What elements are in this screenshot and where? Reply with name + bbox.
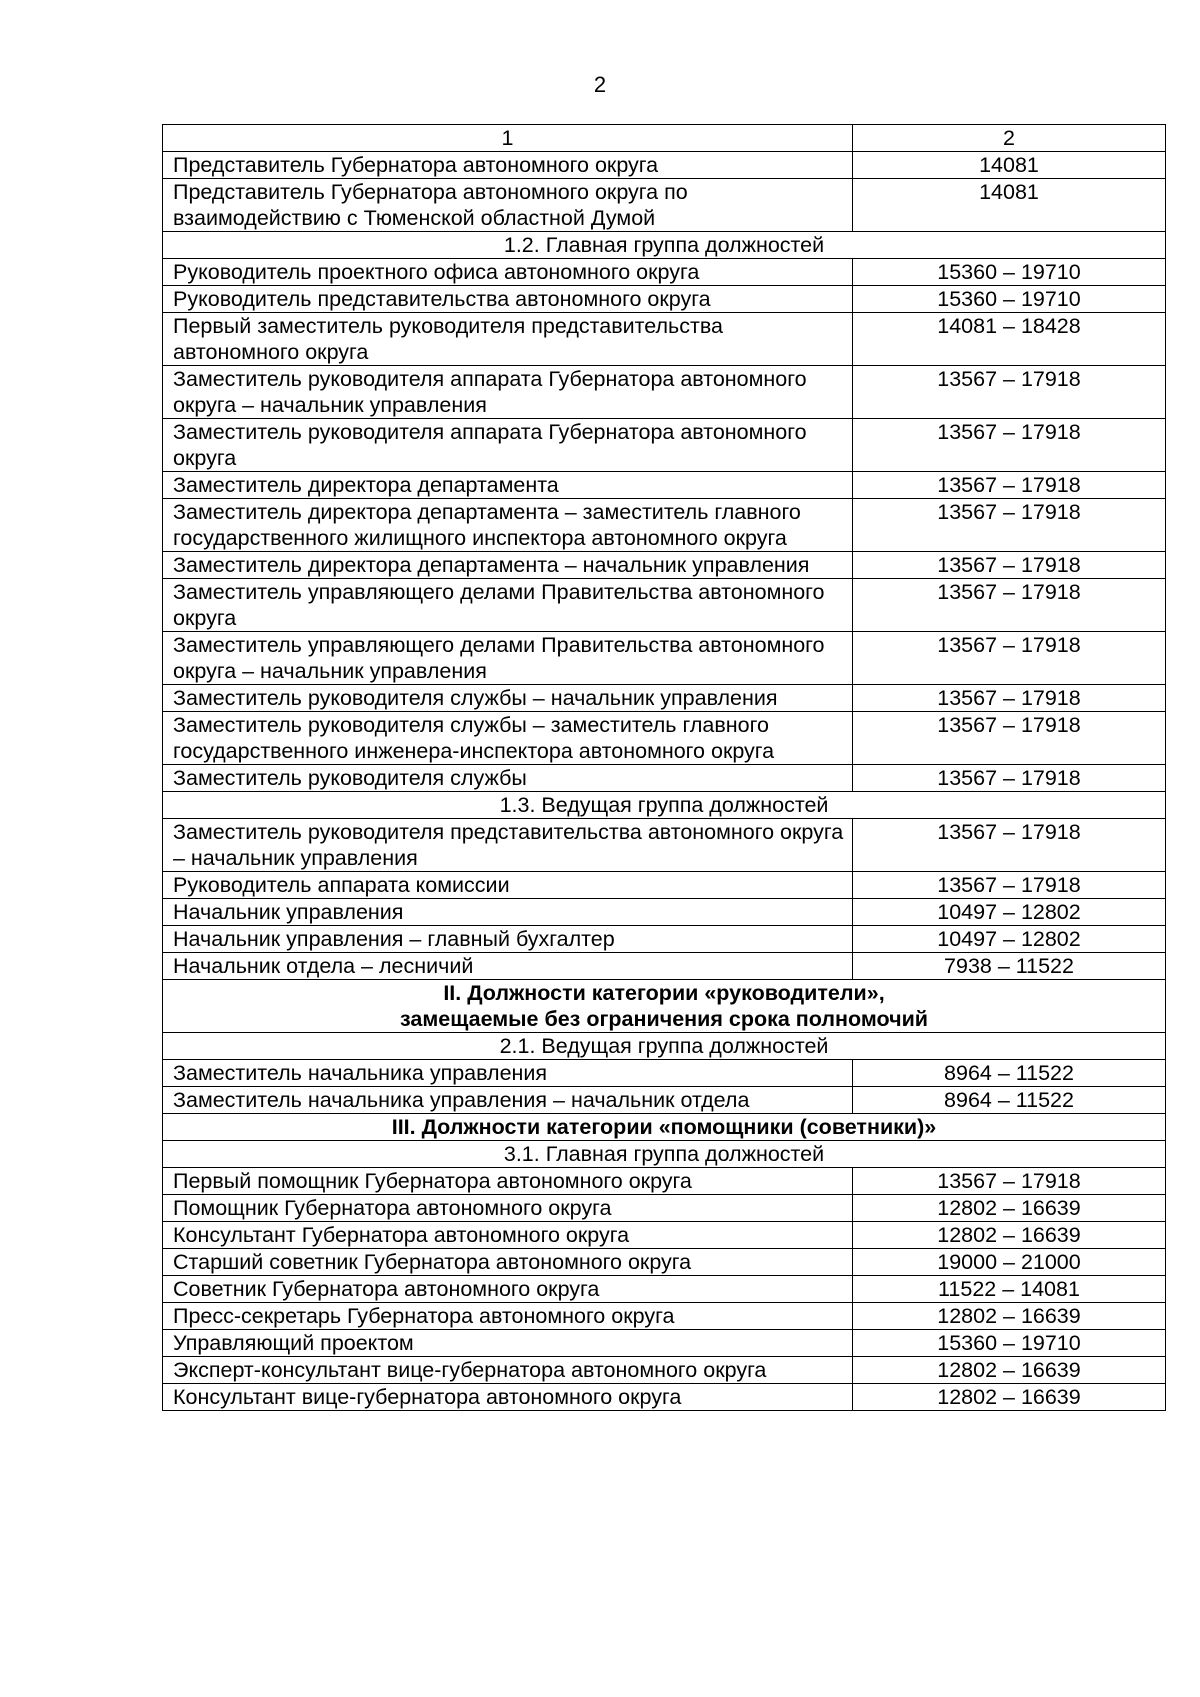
table-header-row [163,125,1166,152]
salary-range-cell: 13567 – 17918 [853,872,1166,899]
table-row [163,1384,1166,1411]
table-row [163,1303,1166,1330]
table-row [163,259,1166,286]
salary-range-cell: 13567 – 17918 [853,499,1166,552]
table-row [163,685,1166,712]
position-name-cell: Заместитель руководителя службы – начальник управления [163,685,853,712]
table-row [163,632,1166,685]
group-heading-row [163,792,1166,819]
table-row [163,472,1166,499]
table-row [163,819,1166,872]
salary-range-cell: 8964 – 11522 [853,1060,1166,1087]
position-name-cell: Консультант Губернатора автономного округа [163,1222,853,1249]
table-row [163,712,1166,765]
table-row [163,953,1166,980]
position-name-cell: Первый заместитель руководителя представительства автономного округа [163,313,853,366]
group-heading: 1.3. Ведущая группа должностей [163,792,1166,819]
table-row [163,419,1166,472]
table-row [163,552,1166,579]
category-heading-row [163,1114,1166,1141]
salary-range-cell: 7938 – 11522 [853,953,1166,980]
table-row [163,313,1166,366]
position-name-cell: Заместитель руководителя представительства автономного округа – начальник управления [163,819,853,872]
table-row [163,899,1166,926]
salary-range-cell: 12802 – 16639 [853,1195,1166,1222]
table-row [163,286,1166,313]
position-name-cell: Старший советник Губернатора автономного округа [163,1249,853,1276]
group-heading: 2.1. Ведущая группа должностей [163,1033,1166,1060]
salary-range-cell: 14081 [853,152,1166,179]
salary-range-cell: 13567 – 17918 [853,765,1166,792]
position-name-cell: Руководитель аппарата комиссии [163,872,853,899]
salary-range-cell: 13567 – 17918 [853,685,1166,712]
position-name-cell: Начальник отдела – лесничий [163,953,853,980]
salary-range-cell: 12802 – 16639 [853,1303,1166,1330]
group-heading-row [163,1141,1166,1168]
position-name-cell: Заместитель начальника управления – начальник отдела [163,1087,853,1114]
table-row [163,179,1166,232]
position-name-cell: Начальник управления – главный бухгалтер [163,926,853,953]
salary-table [162,124,1166,1411]
salary-range-cell: 13567 – 17918 [853,366,1166,419]
group-heading: 3.1. Главная группа должностей [163,1141,1166,1168]
salary-range-cell: 13567 – 17918 [853,1168,1166,1195]
table-row [163,1222,1166,1249]
salary-range-cell: 19000 – 21000 [853,1249,1166,1276]
position-name-cell: Эксперт-консультант вице-губернатора автономного округа [163,1357,853,1384]
salary-range-cell: 10497 – 12802 [853,899,1166,926]
salary-range-cell: 15360 – 19710 [853,286,1166,313]
table-row [163,926,1166,953]
position-name-cell: Заместитель руководителя службы – заместитель главного государственного инженера-инспектора автономного округа [163,712,853,765]
group-heading-row [163,232,1166,259]
table-row [163,872,1166,899]
position-name-cell: Заместитель управляющего делами Правительства автономного округа [163,579,853,632]
group-heading: 1.2. Главная группа должностей [163,232,1166,259]
table-row [163,1168,1166,1195]
salary-range-cell: 8964 – 11522 [853,1087,1166,1114]
position-name-cell: Советник Губернатора автономного округа [163,1276,853,1303]
category-heading [163,1114,1166,1141]
salary-range-cell: 13567 – 17918 [853,419,1166,472]
category-heading-line: II. Должности категории «руководители», [443,981,885,1005]
table-row [163,579,1166,632]
position-name-cell: Помощник Губернатора автономного округа [163,1195,853,1222]
position-name-cell: Заместитель руководителя аппарата Губернатора автономного округа [163,419,853,472]
table-row [163,1276,1166,1303]
position-name-cell: Представитель Губернатора автономного округа [163,152,853,179]
category-heading-row [163,980,1166,1033]
salary-range-cell: 13567 – 17918 [853,579,1166,632]
position-name-cell: Руководитель проектного офиса автономного округа [163,259,853,286]
salary-range-cell: 12802 – 16639 [853,1357,1166,1384]
table-row [163,1330,1166,1357]
position-name-cell: Управляющий проектом [163,1330,853,1357]
salary-range-cell: 14081 [853,179,1166,232]
salary-range-cell: 15360 – 19710 [853,1330,1166,1357]
salary-range-cell: 13567 – 17918 [853,712,1166,765]
table-row [163,152,1166,179]
salary-range-cell: 12802 – 16639 [853,1384,1166,1411]
salary-range-cell: 15360 – 19710 [853,259,1166,286]
position-name-cell: Заместитель руководителя службы [163,765,853,792]
group-heading-row [163,1033,1166,1060]
salary-range-cell: 13567 – 17918 [853,632,1166,685]
salary-range-cell: 13567 – 17918 [853,472,1166,499]
position-name-cell: Заместитель директора департамента – заместитель главного государственного жилищного инспектора автономного округа [163,499,853,552]
position-name-cell: Заместитель управляющего делами Правительства автономного округа – начальник управления [163,632,853,685]
position-name-cell: Начальник управления [163,899,853,926]
category-heading-line: замещаемые без ограничения срока полномочий [399,1007,929,1031]
position-name-cell: Заместитель директора департамента – начальник управления [163,552,853,579]
position-name-cell: Заместитель руководителя аппарата Губернатора автономного округа – начальник управления [163,366,853,419]
salary-range-cell: 12802 – 16639 [853,1222,1166,1249]
table-row [163,1357,1166,1384]
position-name-cell: Первый помощник Губернатора автономного округа [163,1168,853,1195]
column-header-1: 1 [163,125,853,152]
category-heading [163,980,1166,1033]
salary-range-cell: 13567 – 17918 [853,552,1166,579]
column-header-2: 2 [853,125,1166,152]
salary-range-cell: 11522 – 14081 [853,1276,1166,1303]
table-row [163,1195,1166,1222]
position-name-cell: Заместитель директора департамента [163,472,853,499]
table-row [163,1249,1166,1276]
position-name-cell: Руководитель представительства автономного округа [163,286,853,313]
category-heading-line: III. Должности категории «помощники (советники)» [391,1115,937,1139]
table-body [163,125,1166,1411]
position-name-cell: Пресс-секретарь Губернатора автономного округа [163,1303,853,1330]
salary-range-cell: 14081 – 18428 [853,313,1166,366]
position-name-cell: Представитель Губернатора автономного округа по взаимодействию с Тюменской областной Думой [163,179,853,232]
table-row [163,1060,1166,1087]
salary-range-cell: 10497 – 12802 [853,926,1166,953]
page-number: 2 [593,72,607,97]
salary-range-cell: 13567 – 17918 [853,819,1166,872]
position-name-cell: Консультант вице-губернатора автономного округа [163,1384,853,1411]
table-row [163,366,1166,419]
table-row [163,765,1166,792]
position-name-cell: Заместитель начальника управления [163,1060,853,1087]
table-row [163,499,1166,552]
table-row [163,1087,1166,1114]
